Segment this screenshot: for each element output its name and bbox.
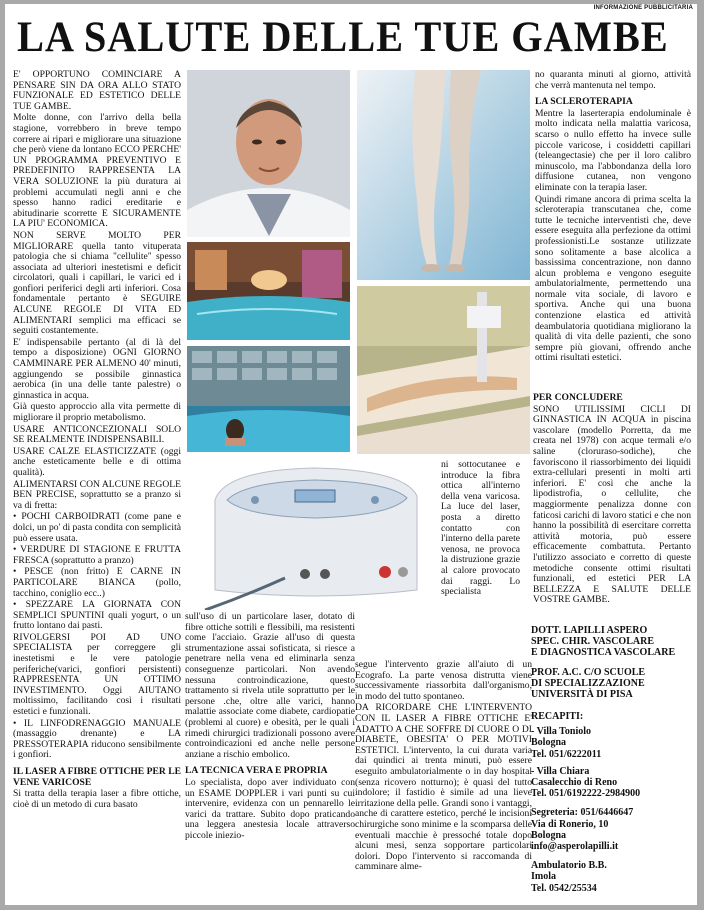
laser-device-icon xyxy=(185,460,439,610)
column-4-conclusion xyxy=(533,393,691,607)
paragraph: Si tratta della terapia laser a fibre ottiche, cioè di un metodo di cura basato xyxy=(13,788,181,810)
list-item: • PESCE (non fritto) E CARNE IN PARTICOLARE BIANCA (pollo, tacchino, coniglio ecc..) xyxy=(13,566,181,599)
phone-line: Tel. 051/6222011 xyxy=(531,748,602,760)
legs-icon xyxy=(357,70,530,280)
doctor-spec: E DIAGNOSTICA VASCOLARE xyxy=(531,647,676,659)
paragraph: segue l'intervento grazie all'aiuto di un Ecografo. La parte venosa distrutta viene successivamente riassorbita dall'organismo, in modo del tutto spontaneo. xyxy=(355,659,532,702)
section-heading: LA SCLEROTERAPIA xyxy=(535,96,633,108)
paragraph: Già questo approccio alla vita permette di migliorare il proprio metabolismo. xyxy=(13,401,181,423)
column-1 xyxy=(13,70,181,811)
column-2 xyxy=(185,612,355,842)
legs-photo xyxy=(357,70,530,280)
paragraph: RIVOLGERSI POI AD UNO SPECIALISTA per correggere gli inestetismi e le vere patologie periferiche(varici, gonfiori persistenti) RAPPRESENTA UN OTTIMO INVESTIMENTO. Oggi AIUTANO moltissimo, facilitando così i risultati estetici e funzionali. xyxy=(13,631,181,718)
paragraph: ni sottocutanee e introduce la fibra ottica all'interno della vena varicosa. La luce del laser, posta a diretto contatto con l'interno della parete venosa, ne provoca la distruzione grazie al calore provocato dai raggi. Lo specialista xyxy=(441,459,520,598)
paragraph: DA RICORDARE CHE L'INTERVENTO CON IL LASER A FIBRE OTTICHE E' ADATTO A CHE SOFFRE DI CUORE O DI DIABETE, OBESITA' O PER MOTIVI ESTETICI. L'intervento, la cui durata varia dai quindici ai trenta minuti, può essere eseguito ambulatorialmente o in day hospital (senza ricovero notturno); è quasi del tutto indolore; il fastidio è simile ad una lieve irritazione della pelle. Grandi sono i vantaggi, anche di carattere estetico, perché le incisioni chirurgiche sono minime e la scomparsa delle eventuali macchie è pressoché totale dopo alcuni mesi, senza sopportare particolari dolori. Dopo l'intervento si raccomanda di camminare alme- xyxy=(355,702,532,873)
doctor-signature xyxy=(531,625,675,659)
email-line: info@asperolapilli.it xyxy=(531,841,619,853)
paragraph: no quaranta minuti al giorno, attività che verrà mantenuta nel tempo. xyxy=(535,69,691,91)
treatment-photo xyxy=(357,286,530,454)
section-heading: LA TECNICA VERA E PROPRIA xyxy=(185,765,328,777)
device-photo xyxy=(185,460,439,610)
phone-line: Tel. 0542/25534 xyxy=(531,882,597,894)
list-item: • POCHI CARBOIDRATI (come pane e dolci, un po' di pasta condita con semplicità può essere usata. xyxy=(13,511,181,544)
paragraph: ALIMENTARSI CON ALCUNE REGOLE BEN PRECISE, soprattutto se a pranzo si va di fretta: xyxy=(13,478,181,511)
doctor-spec: SPEC. CHIR. VASCOLARE xyxy=(531,636,654,648)
column-3-narrow xyxy=(441,460,520,599)
paragraph: Molte donne, con l'arrivo della bella stagione, vorrebbero in breve tempo correre ai ripari e migliorare una situazione che però viene da lontano ECCO PERCHE' UN PROGRAMMA PREVENTIVO E PREDEFINITO RAPPRESENTA LA VERA SOLUZIONE la più duratura ai problemi accumulati negli anni e che spesso hanno radici ereditarie e abitudinarie scorrette E SICURAMENTE LA PIU' ECONOMICA. xyxy=(13,112,181,230)
paragraph: E' indispensabile pertanto (al di là del tempo a disposizione) OGNI GIORNO CAMMINARE PER ALMENO 40' minuti, aggiungendo se possibile ginnastica aerobica (in una delle tante palestre) o ginnastica in acqua. xyxy=(13,336,181,401)
phone-line: Tel. 051/6192222-2984900 xyxy=(531,788,641,800)
spa-photo xyxy=(187,242,350,340)
laser-treatment-icon xyxy=(357,286,530,454)
advertorial-page xyxy=(5,4,697,905)
paragraph: SONO UTILISSIMI CICLI DI GINNASTICA IN ACQUA in piscina vascolare (modello Porretta, da me creata nel 1978) con acque termali e/o saline (cloruraso-sodiche), che favoriscono il riassorbimento dei liquidi extra-cellulari presenti in molti arti inferiori. E' così che anche la lipodistrofia, o cellulite, che maggiormente penalizza donne con faticosi carichi di lavoro statici e che non hanno la possibilità di esercitare corretta attività motoria, può essere efficacemente combattuta. Pertanto l'utilizzo associato e corretto di queste metodiche consente ottimi risultati funzionali, ed estetici PER LA BELLEZZA E SALUTE DELLE VOSTRE GAMBE. xyxy=(533,403,691,606)
doctor-portrait-icon xyxy=(187,70,350,237)
list-item: • IL LINFODRENAGGIO MANUALE (massaggio drenante) e LA PRESSOTERAPIA riducono sensibilmente i gonfiori. xyxy=(13,717,181,761)
doctor-name: DOTT. LAPILLI ASPERO xyxy=(531,625,648,636)
list-item: • SPEZZARE LA GIORNATA CON SEMPLICI SPUNTINI quali yogurt, o un frutto lontano dai pasti. xyxy=(13,599,181,632)
professor-block xyxy=(531,667,645,701)
paragraph: sull'uso di un particolare laser, dotato di fibre ottiche sottili e flessibili, ma resistenti come l'acciaio. Grazie all'uso di questa strumentazione assai sofisticata, si riesce a penetrare nella vena ed eliminarla senza conseguenze particolari. Non avendo nessuna controindicazione, questo trattamento si rivela utile soprattutto per le persone .che, oltre alle varici, hanno malattie associate come diabete, cardiopatie (problemi al cuore) e obesità, per le quali i rimedi chirurgici tradizionali possono avere controindicazioni ed anche nelle persone anziane a rischio embolico. xyxy=(185,611,355,760)
contact-line: Segreteria: 051/6446647 xyxy=(531,807,634,819)
spa-interior-icon xyxy=(187,242,350,340)
pool-photo xyxy=(187,346,350,452)
section-heading: PER CONCLUDERE xyxy=(533,392,623,403)
paragraph: Quindi rimane ancora di prima scelta la scleroterapia transcutanea che, come tutte le tecniche interventisti che, deve essere eseguita alla perfezione da ottimi professionisti.Le sostanze utilizzate sono solitamente a base alcolica a bassissima concentrazione, non danno alcun problema e vengono eseguite ambulatorialmente, permettendo una normale vita sociale, di lavoro e sportiva. Anche qui una buona contenzione elastica ed attività deambulatoria quotidiana migliorano la qualità di vita delle pazienti, che sono sempre più giovani, offrendo anche ottimi risultati estetici. xyxy=(535,193,691,364)
paragraph: USARE CALZE ELASTICIZZATE (oggi anche esteticamente belle e di ottima qualità). xyxy=(13,445,181,478)
contact-line: Imola xyxy=(531,871,556,883)
contact-line: - Villa Chiara xyxy=(531,765,590,777)
paragraph: USARE ANTICONCEZIONALI SOLO SE REALMENTE INDISPENSABILI. xyxy=(13,423,181,446)
prof-line: PROF. A.C. C/O SCUOLE xyxy=(531,667,646,678)
contact-line: Bologna xyxy=(531,829,567,841)
contacts-heading: RECAPITI: xyxy=(531,711,584,722)
column-3 xyxy=(355,660,532,874)
column-4-top xyxy=(535,70,691,365)
section-heading: IL LASER A FIBRE OTTICHE PER LE VENE VARICOSE xyxy=(13,766,181,788)
contact-line: Casalecchio di Reno xyxy=(531,777,618,789)
page-headline: LA SALUTE DELLE TUE GAMBE xyxy=(17,14,669,61)
prof-line: DI SPECIALIZZAZIONE xyxy=(531,678,645,690)
paragraph: Mentre la laserterapia endoluminale è molto indicata nella malattia varicosa, scarso o nullo effetto ha invece sulle piccole varicose, i cosiddetti capillari (teleangectasie) che per il loro calibro minuscolo, ma l'abbondanza della loro diffusione cutanea, non vengono eliminate con la terapia laser. xyxy=(535,107,691,193)
doctor-photo xyxy=(187,70,350,237)
contact-line: - Villa Toniolo xyxy=(531,726,592,738)
prof-line: UNIVERSITÀ DI PISA xyxy=(531,689,633,701)
list-item: • VERDURE DI STAGIONE E FRUTTA FRESCA (soprattutto a pranzo) xyxy=(13,544,181,566)
advertising-tag: INFORMAZIONE PUBBLICITARIA xyxy=(593,5,693,11)
contacts-block xyxy=(531,711,640,894)
pool-woman-icon xyxy=(187,346,350,452)
contact-line: Via di Ronerio, 10 xyxy=(531,818,609,830)
contact-line: Bologna xyxy=(531,737,567,749)
paragraph: E' OPPORTUNO COMINCIARE A PENSARE SIN DA ORA ALLO STATO FUNZIONALE ED ESTETICO DELLE TUE GAMBE. xyxy=(13,69,181,112)
paragraph: Lo specialista, dopo aver individuato con un ESAME DOPPLER i vari punti su cui intervenire, evidenza con un pennarello le varici da trattare. Subito dopo praticando una leggera anestesia locale attraverso piccole iniezio- xyxy=(185,776,355,841)
contact-line: Ambulatorio B.B. xyxy=(531,860,607,872)
paragraph: NON SERVE MOLTO PER MIGLIORARE quella tanto vituperata patologia che si chiama "cellulite" spesso associata ad ulteriori inestetismi e deficit circolatori, quali i capillari, le varici ed i gonfiori periferici degli arti inferiori. Cosa fondamentale pertanto è SEGUIRE ALCUNE REGOLE DI VITA ED ALIMENTARI semplici ma efficaci se seguiti costantemente. xyxy=(13,229,181,337)
